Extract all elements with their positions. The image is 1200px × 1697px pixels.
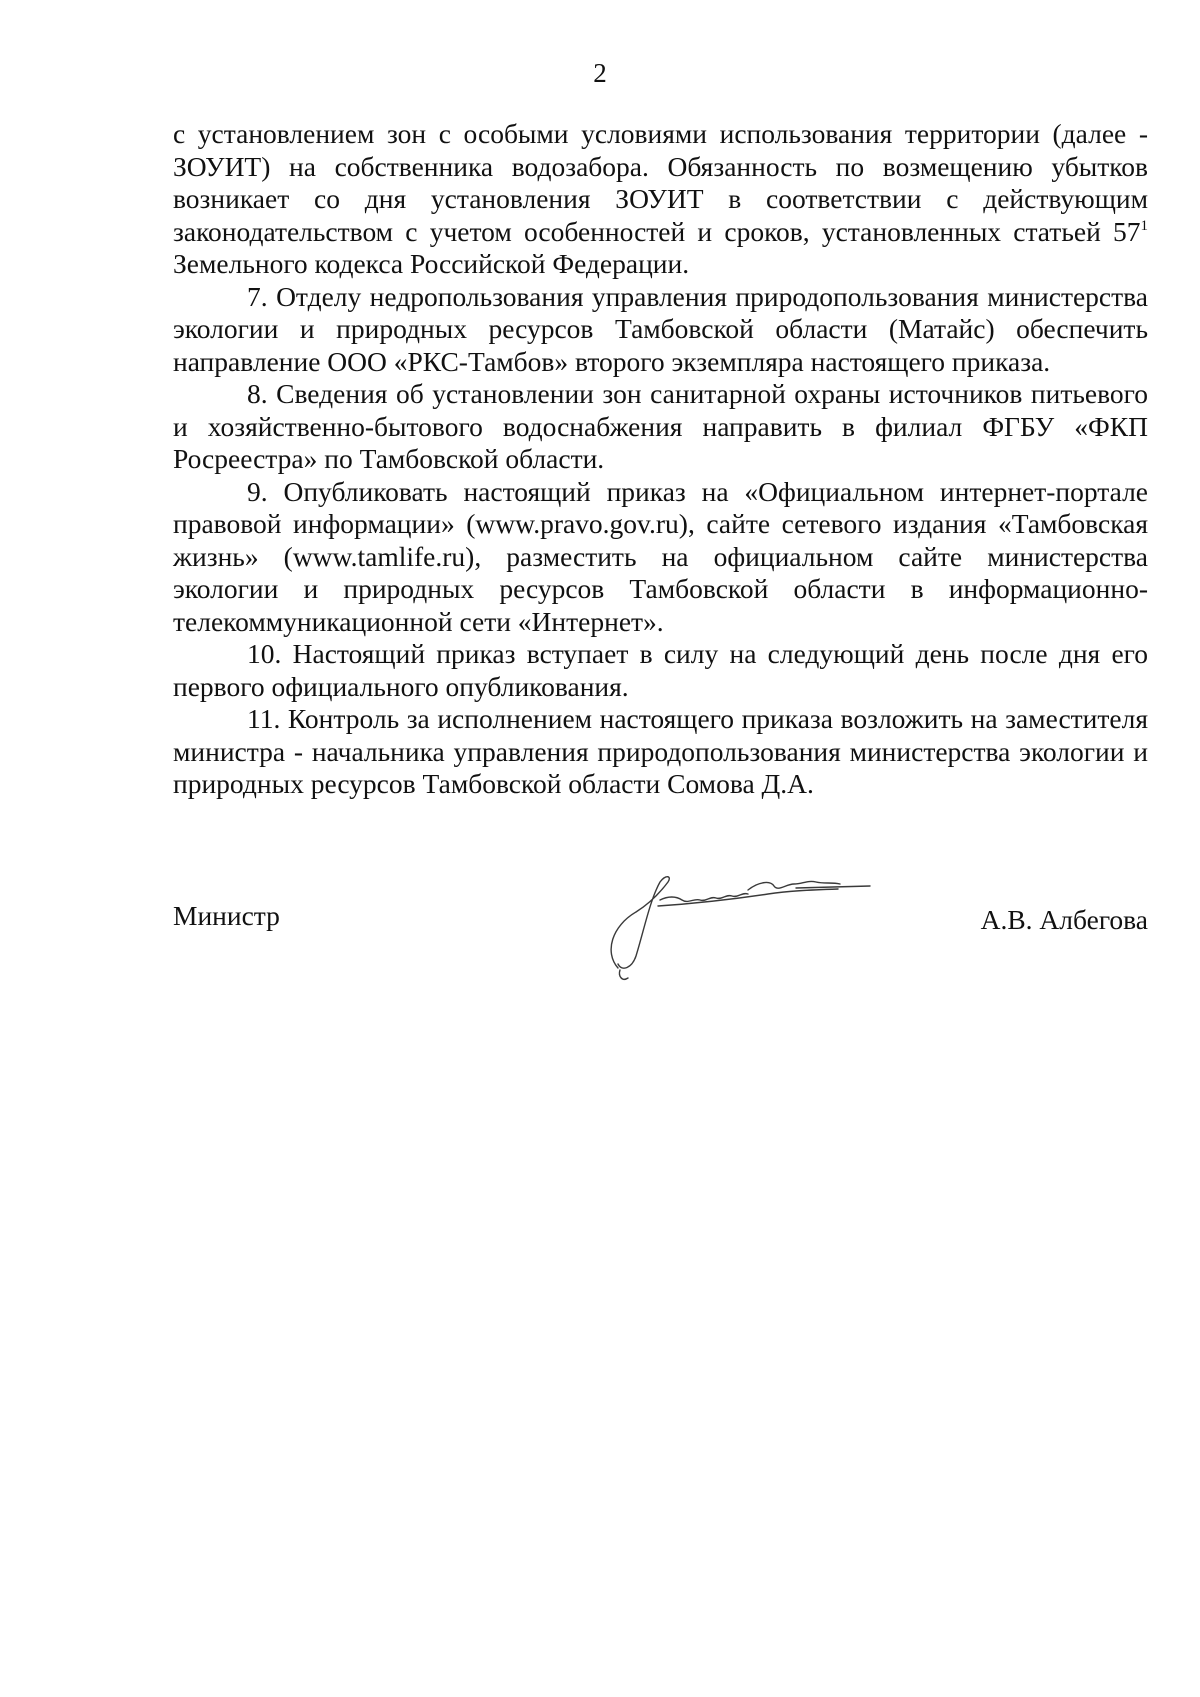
paragraph-item-8: 8. Сведения об установлении зон санитарной охраны источников питьевого и хозяйственно-бытового водоснабжения направить в филиал ФГБУ «ФКП Росреестра» по Тамбовской области. [173,378,1148,474]
signatory-title: Министр [173,900,280,931]
handwritten-signature [598,860,898,990]
signatory-name: А.В. Албегова [980,904,1148,935]
page-number: 2 [593,58,607,88]
paragraph-text-end: Земельного кодекса Российской Федерации. [173,248,690,279]
paragraph-item-7: 7. Отделу недропользования управления природопользования министерства экологии и природных ресурсов Тамбовской области (Матайс) обеспечить направление ООО «РКС-Тамбов» второго экземпляра настоящего приказа. [173,280,1148,377]
paragraph-text: с установлением зон с особыми условиями использования территории (далее - ЗОУИТ) на собственника водозабора. Обязанность по возмещению убытков возникает со дня установления ЗОУИТ в соответствии с действующим законодательством с учетом особенностей и сроков, установленных статьей 57 [173,118,1148,247]
paragraph-item-9: 9. Опубликовать настоящий приказ на «Официальном интернет-портале правовой информации» (www.pravo.gov.ru), сайте сетевого издания «Тамбовская жизнь» (www.tamlife.ru), разместить на официальном сайте министерства экологии и природных ресурсов Тамбовской области в информационно-телекоммуникационной сети «Интернет». [173,475,1148,637]
paragraph-item-11: 11. Контроль за исполнением настоящего приказа возложить на заместителя министра - начальника управления природопользования министерства экологии и природных ресурсов Тамбовской области Сомова Д.А. [173,703,1148,799]
signature-block [173,880,1148,1010]
paragraph-item-10: 10. Настоящий приказ вступает в силу на следующий день после дня его первого официального опубликования. [173,638,1148,702]
paragraph-continuation [173,118,1148,281]
document-body [173,118,1148,801]
article-superscript: 1 [1140,217,1148,234]
